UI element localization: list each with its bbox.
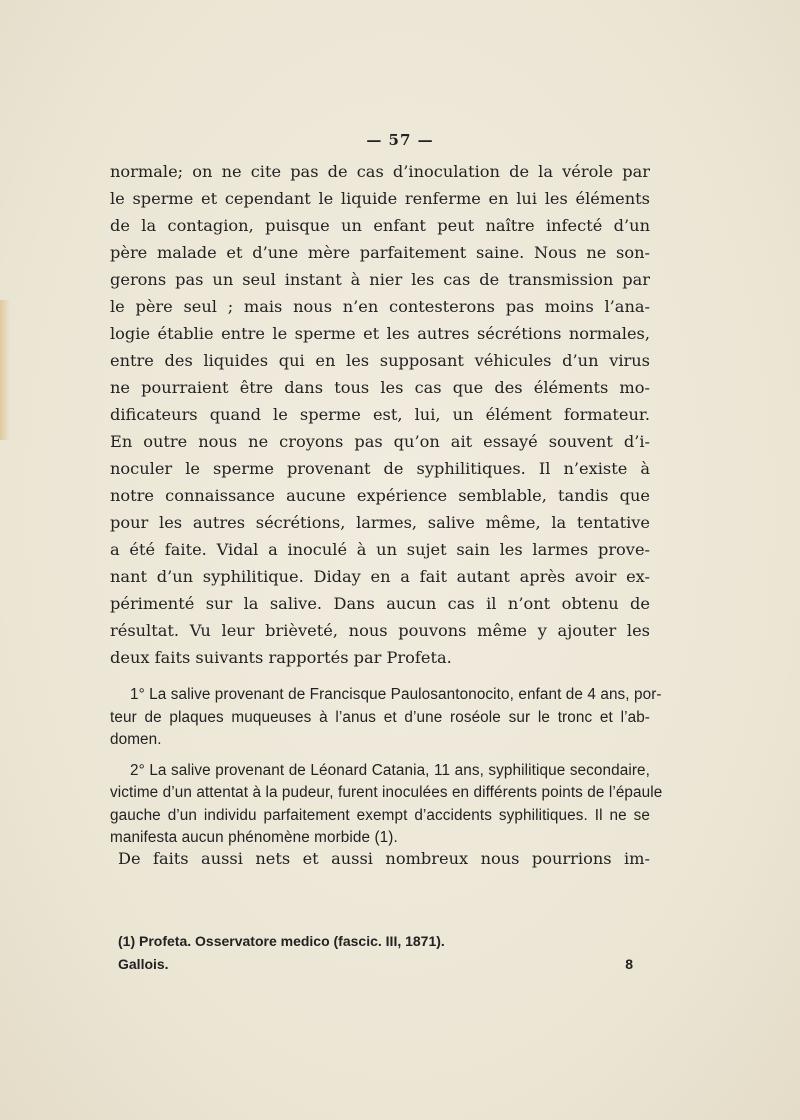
text-line: deux faits suivants rapportés par Profeta. (110, 648, 452, 667)
continuation-line: De faits aussi nets et aussi nombreux nous pourrions im- (118, 849, 650, 868)
sheet-number: 8 (625, 956, 633, 972)
footnote-reference: (1) Profeta. Osservatore medico (fascic. III, 1871). (118, 933, 445, 949)
case-line: 2° La salive provenant de Léonard Catania, 11 ans, syphilitique secondaire, (130, 761, 650, 779)
case-line: 1° La salive provenant de Francisque Paulosantonocito, enfant de 4 ans, por- (130, 686, 662, 703)
text-line: périmenté sur la salive. Dans aucun cas il n’ont obtenu de (110, 594, 650, 613)
text-line: normale; on ne cite pas de cas d’inoculation de la vérole par (110, 162, 650, 181)
text-line: le père seul ; mais nous n’en contesterons pas moins l’ana- (110, 297, 650, 316)
text-line: dificateurs quand le sperme est, lui, un élément formateur. (110, 405, 650, 424)
text-line: En outre nous ne croyons pas qu’on ait essayé souvent d’i- (110, 432, 650, 451)
text-line: entre des liquides qui en les supposant véhicules d’un virus (110, 351, 650, 370)
signature-row (118, 956, 633, 972)
text-line: a été faite. Vidal a inoculé à un sujet sain les larmes prove- (110, 540, 650, 559)
text-line: logie établie entre le sperme et les autres sécrétions normales, (110, 324, 650, 343)
case-reports (110, 684, 663, 850)
author-signature: Gallois. (118, 956, 169, 972)
page-number: — 57 — (366, 131, 434, 149)
case-line: gauche d’un individu parfaitement exempt d’accidents syphilitiques. Il ne se (110, 806, 650, 824)
case-line: manifesta aucun phénomène morbide (1). (110, 829, 398, 846)
case-2 (110, 760, 663, 850)
text-line: ne pourraient être dans tous les cas que des éléments mo- (110, 378, 650, 397)
text-line: notre connaissance aucune expérience semblable, tandis que (110, 486, 650, 505)
text-line: nant d’un syphilitique. Diday en a fait autant après avoir ex- (110, 567, 650, 586)
text-line: pour les autres sécrétions, larmes, salive même, la tentative (110, 513, 650, 532)
text-line: gerons pas un seul instant à nier les cas de transmission par (110, 270, 650, 289)
text-line: le sperme et cependant le liquide renferme en lui les éléments (110, 189, 650, 208)
text-line: père malade et d’une mère parfaitement saine. Nous ne son- (110, 243, 650, 262)
case-line: teur de plaques muqueuses à l’anus et d’une roséole sur le tronc et l’ab- (110, 708, 650, 726)
page-edge-stain (0, 300, 10, 440)
case-line: domen. (110, 731, 162, 748)
text-line: noculer le sperme provenant de syphilitiques. Il n’existe à (110, 459, 650, 478)
case-line: victime d’un attentat à la pudeur, furent inoculées en différents points de l’épaule (110, 784, 663, 801)
case-1 (110, 684, 662, 752)
main-paragraph (110, 158, 650, 671)
text-line: résultat. Vu leur brièveté, nous pouvons même y ajouter les (110, 621, 650, 640)
text-line: de la contagion, puisque un enfant peut naître infecté d’un (110, 216, 650, 235)
